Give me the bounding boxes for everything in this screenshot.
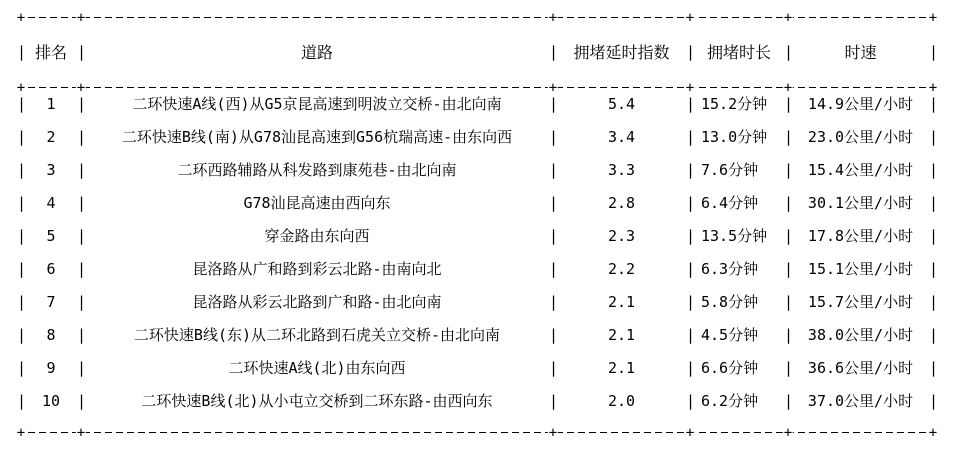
border-cross-glyph: + (928, 424, 938, 441)
congestion-index-cell: 5.4 (607, 95, 636, 113)
column-separator-glyph: | (686, 128, 696, 146)
road-cell: 昆洛路从彩云北路到广和路-由北向南 (192, 293, 442, 311)
table-row (17, 220, 937, 253)
column-separator-glyph: | (17, 43, 27, 61)
table-row (17, 253, 937, 286)
border-cross-glyph: + (685, 79, 695, 96)
road-cell: 二环快速B线(北)从小屯立交桥到二环东路-由西向东 (141, 392, 493, 410)
column-separator-glyph: | (77, 260, 87, 278)
column-separator-glyph: | (686, 161, 696, 179)
congestion-duration-cell: 6.4分钟 (701, 194, 759, 212)
column-separator-glyph: | (549, 161, 559, 179)
border-cross-glyph: + (928, 79, 938, 96)
rank-cell: 4 (46, 194, 56, 212)
border-cross-glyph: + (548, 79, 558, 96)
road-cell: G78汕昆高速由西向东 (243, 194, 391, 212)
column-separator-glyph: | (784, 359, 794, 377)
congestion-duration-cell: 6.6分钟 (701, 359, 759, 377)
column-separator-glyph: | (686, 43, 696, 61)
column-separator-glyph: | (17, 227, 27, 245)
rank-cell: 10 (41, 392, 61, 410)
table-header-separator (16, 79, 938, 96)
road-cell: 穿金路由东向西 (264, 227, 370, 245)
speed-cell: 14.9公里/小时 (807, 95, 914, 113)
column-separator-glyph: | (784, 95, 794, 113)
road-cell: 昆洛路从广和路到彩云北路-由南向北 (192, 260, 442, 278)
column-separator-glyph: | (549, 293, 559, 311)
column-separator-glyph: | (784, 128, 794, 146)
border-cross-glyph: + (76, 79, 86, 96)
column-separator-glyph: | (929, 227, 939, 245)
column-separator-glyph: | (77, 227, 87, 245)
congestion-duration-cell: 4.5分钟 (701, 326, 759, 344)
congestion-index-cell: 2.8 (607, 194, 636, 212)
congestion-index-cell: 2.1 (607, 293, 636, 311)
rank-cell: 6 (46, 260, 56, 278)
column-separator-glyph: | (929, 359, 939, 377)
column-separator-glyph: | (549, 359, 559, 377)
road-cell: 二环快速A线(北)由东向西 (228, 359, 406, 377)
column-separator-glyph: | (17, 128, 27, 146)
column-separator-glyph: | (929, 293, 939, 311)
border-cross-glyph: + (16, 79, 26, 96)
column-separator-glyph: | (17, 392, 27, 410)
border-cross-glyph: + (548, 9, 558, 26)
column-separator-glyph: | (686, 359, 696, 377)
table-row (17, 88, 937, 121)
congestion-index-cell: 2.2 (607, 260, 636, 278)
column-separator-glyph: | (77, 161, 87, 179)
speed-cell: 30.1公里/小时 (807, 194, 914, 212)
column-separator-glyph: | (784, 161, 794, 179)
table-row (17, 352, 937, 385)
column-separator-glyph: | (77, 95, 87, 113)
column-separator-glyph: | (929, 260, 939, 278)
column-separator-glyph: | (686, 227, 696, 245)
road-cell: 二环快速A线(西)从G5京昆高速到明波立交桥-由北向南 (132, 95, 502, 113)
column-separator-glyph: | (929, 161, 939, 179)
rank-cell: 5 (46, 227, 56, 245)
table-body-padding (17, 418, 937, 432)
table-bottom-border (16, 424, 938, 441)
column-separator-glyph: | (77, 43, 87, 61)
rank-cell: 7 (46, 293, 56, 311)
rank-cell: 2 (46, 128, 56, 146)
header-road: 道路 (300, 43, 333, 62)
road-cell: 二环快速B线(南)从G78汕昆高速到G56杭瑞高速-由东向西 (121, 128, 513, 146)
column-separator-glyph: | (929, 95, 939, 113)
header-congestion-duration: 拥堵时长 (706, 43, 771, 62)
column-separator-glyph: | (77, 194, 87, 212)
column-separator-glyph: | (784, 194, 794, 212)
rank-cell: 9 (46, 359, 56, 377)
congestion-duration-cell: 7.6分钟 (701, 161, 759, 179)
column-separator-glyph: | (686, 260, 696, 278)
column-separator-glyph: | (17, 194, 27, 212)
congestion-index-cell: 2.1 (607, 359, 636, 377)
table-top-border (16, 9, 938, 26)
speed-cell: 15.4公里/小时 (807, 161, 914, 179)
congestion-ranking-table (16, 9, 939, 441)
border-cross-glyph: + (783, 9, 793, 26)
speed-cell: 15.7公里/小时 (807, 293, 914, 311)
congestion-duration-cell: 5.8分钟 (701, 293, 759, 311)
header-rank: 排名 (34, 43, 67, 62)
border-cross-glyph: + (928, 9, 938, 26)
column-separator-glyph: | (77, 392, 87, 410)
congestion-index-cell: 3.3 (607, 161, 636, 179)
column-separator-glyph: | (17, 260, 27, 278)
column-separator-glyph: | (549, 227, 559, 245)
column-separator-glyph: | (784, 326, 794, 344)
column-separator-glyph: | (784, 227, 794, 245)
column-separator-glyph: | (929, 43, 939, 61)
column-separator-glyph: | (784, 260, 794, 278)
column-separator-glyph: | (929, 392, 939, 410)
border-cross-glyph: + (76, 9, 86, 26)
speed-cell: 36.6公里/小时 (807, 359, 914, 377)
speed-cell: 17.8公里/小时 (807, 227, 914, 245)
column-separator-glyph: | (77, 128, 87, 146)
speed-cell: 23.0公里/小时 (807, 128, 914, 146)
rank-cell: 3 (46, 161, 56, 179)
congestion-duration-cell: 6.2分钟 (701, 392, 759, 410)
column-separator-glyph: | (17, 293, 27, 311)
congestion-duration-cell: 13.0分钟 (701, 128, 768, 146)
column-separator-glyph: | (77, 326, 87, 344)
column-separator-glyph: | (549, 128, 559, 146)
column-separator-glyph: | (784, 293, 794, 311)
border-cross-glyph: + (76, 424, 86, 441)
congestion-duration-cell: 13.5分钟 (701, 227, 768, 245)
column-separator-glyph: | (17, 161, 27, 179)
column-separator-glyph: | (686, 194, 696, 212)
speed-cell: 15.1公里/小时 (807, 260, 914, 278)
table-row (17, 319, 937, 352)
table-row (17, 286, 937, 319)
column-separator-glyph: | (549, 392, 559, 410)
header-speed: 时速 (844, 43, 877, 62)
border-cross-glyph: + (16, 9, 26, 26)
column-separator-glyph: | (929, 128, 939, 146)
column-separator-glyph: | (17, 359, 27, 377)
column-separator-glyph: | (77, 359, 87, 377)
column-separator-glyph: | (549, 194, 559, 212)
border-cross-glyph: + (783, 424, 793, 441)
congestion-duration-cell: 15.2分钟 (701, 95, 768, 113)
congestion-index-cell: 3.4 (607, 128, 636, 146)
table-header-row (17, 18, 937, 87)
column-separator-glyph: | (686, 293, 696, 311)
column-separator-glyph: | (929, 194, 939, 212)
column-separator-glyph: | (549, 260, 559, 278)
column-separator-glyph: | (929, 326, 939, 344)
speed-cell: 37.0公里/小时 (807, 392, 914, 410)
border-cross-glyph: + (685, 9, 695, 26)
column-separator-glyph: | (784, 392, 794, 410)
table-row (17, 121, 937, 154)
column-separator-glyph: | (549, 43, 559, 61)
column-separator-glyph: | (77, 293, 87, 311)
road-cell: 二环西路辅路从科发路到康苑巷-由北向南 (177, 161, 457, 179)
table-row (17, 385, 937, 418)
column-separator-glyph: | (17, 326, 27, 344)
congestion-duration-cell: 6.3分钟 (701, 260, 759, 278)
column-separator-glyph: | (17, 95, 27, 113)
rank-cell: 8 (46, 326, 56, 344)
header-congestion-index: 拥堵延时指数 (573, 43, 670, 62)
column-separator-glyph: | (549, 326, 559, 344)
border-cross-glyph: + (685, 424, 695, 441)
column-separator-glyph: | (784, 43, 794, 61)
table-body (17, 88, 937, 418)
column-separator-glyph: | (686, 392, 696, 410)
column-separator-glyph: | (686, 326, 696, 344)
column-separator-glyph: | (549, 95, 559, 113)
rank-cell: 1 (46, 95, 56, 113)
speed-cell: 38.0公里/小时 (807, 326, 914, 344)
table-row (17, 187, 937, 220)
border-cross-glyph: + (16, 424, 26, 441)
congestion-index-cell: 2.0 (607, 392, 636, 410)
column-separator-glyph: | (686, 95, 696, 113)
border-cross-glyph: + (783, 79, 793, 96)
border-cross-glyph: + (548, 424, 558, 441)
table-row (17, 154, 937, 187)
congestion-index-cell: 2.1 (607, 326, 636, 344)
congestion-index-cell: 2.3 (607, 227, 636, 245)
road-cell: 二环快速B线(东)从二环北路到石虎关立交桥-由北向南 (133, 326, 501, 344)
